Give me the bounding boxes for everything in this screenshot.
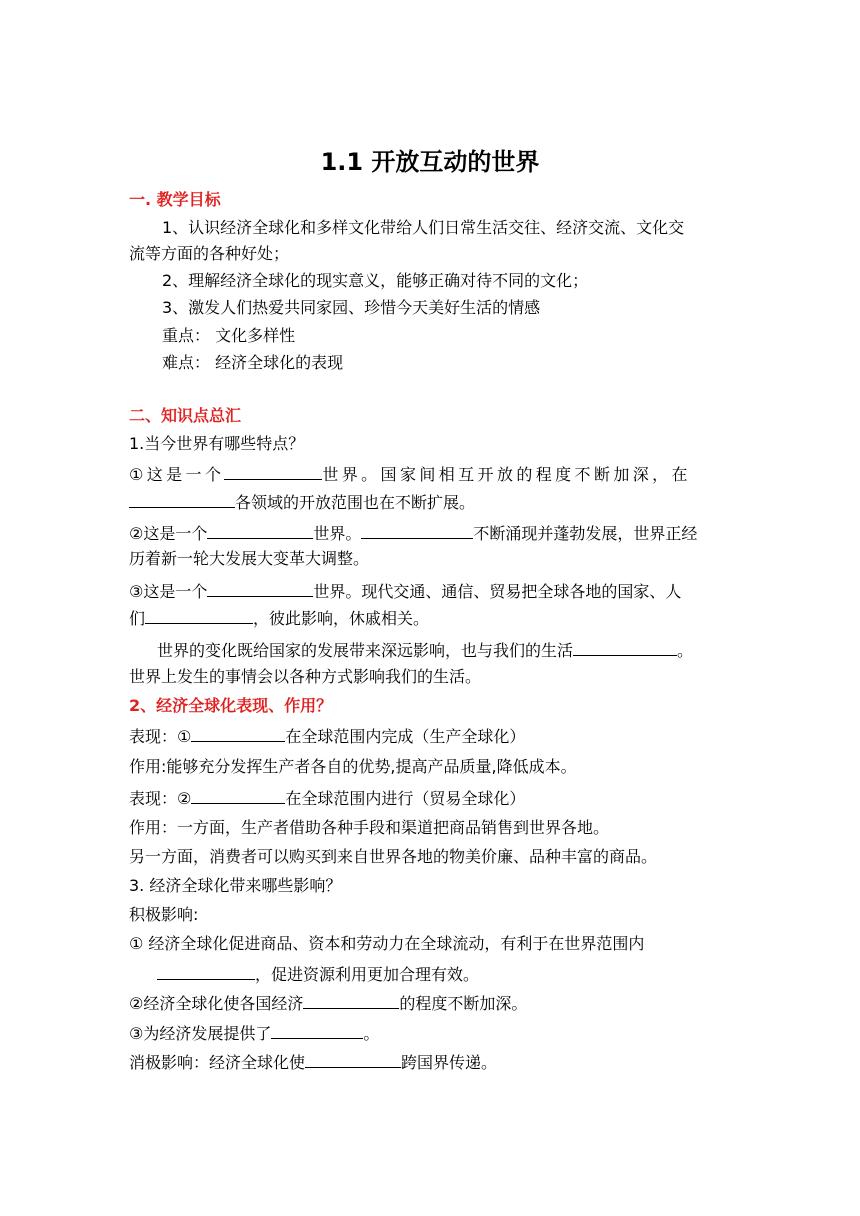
manifestation-2 [129,785,731,811]
fill-blank[interactable] [303,990,399,1009]
text: ③为经济发展提供了 [129,1024,272,1043]
section-heading-summary: 二、知识点总汇 [129,406,242,425]
effect-2-line-1: 作用：一方面，生产者借助各种手段和渠道把商品销售到世界各地。 [129,818,610,837]
text: 世界。国家间相互开放的程度不断加深，在 [322,465,691,484]
fill-blank[interactable] [157,961,255,980]
goal-1-line-2: 流等方面的各种好处； [129,244,290,263]
fill-blank[interactable] [207,578,313,597]
fill-blank[interactable] [145,605,253,624]
goal-3: 3、激发人们热爱共同家园、珍惜今天美好生活的情感 [162,298,541,317]
key-point: 重点： 文化多样性 [162,326,296,345]
text: 。 [363,1024,380,1043]
paragraph-line-2: 世界上发生的事情会以各种方式影响我们的生活。 [129,667,482,686]
negative-impact [129,1049,731,1075]
goal-1-line-1: 1、认识经济全球化和多样文化带给人们日常生活交往、经济交流、文化交 [162,218,685,237]
text: 在全球范围内完成（生产全球化） [285,727,526,746]
manifestation-1 [129,723,731,749]
text: 各领域的开放范围也在不断扩展。 [235,493,476,512]
text: 。 [677,641,694,660]
text: 跨国界传递。 [401,1053,498,1072]
text: ，彼此影响，休戚相关。 [253,609,430,628]
text: 世界。现代交通、通信、贸易把全球各地的国家、人 [313,582,682,601]
question-2: 2、经济全球化表现、作用？ [129,696,333,715]
fill-blank[interactable] [305,1049,401,1068]
text: 在全球范围内进行（贸易全球化） [285,789,526,808]
answer-3-line-2 [129,605,731,631]
fill-blank[interactable] [191,785,285,804]
text: ②经济全球化使各国经济 [129,994,304,1013]
paragraph-line-1 [157,637,731,663]
text: ，促进资源利用更加合理有效。 [255,965,480,984]
fill-blank[interactable] [207,520,313,539]
positive-1-line-2 [157,961,731,987]
answer-3-line-1 [129,578,731,604]
positive-impacts-label: 积极影响: [129,905,199,924]
positive-3 [129,1020,731,1046]
effect-2-line-2: 另一方面，消费者可以购买到来自世界各地的物美价廉、品种丰富的商品。 [129,847,658,866]
difficult-point: 难点： 经济全球化的表现 [162,353,344,372]
text: ③这是一个 [129,582,208,601]
positive-1-line-1: ① 经济全球化促进商品、资本和劳动力在全球流动，有利于在世界范围内 [129,934,645,953]
question-3: 3. 经济全球化带来哪些影响？ [129,876,342,895]
positive-2 [129,990,731,1016]
text: 表现：② [129,789,192,808]
answer-2-line-1 [129,520,731,546]
text: ①这是一个 [129,465,225,484]
fill-blank[interactable] [361,520,473,539]
text: 表现：① [129,727,192,746]
text: 不断涌现并蓬勃发展，世界正经 [473,524,698,543]
fill-blank[interactable] [224,461,322,480]
text: ②这是一个 [129,524,208,543]
fill-blank[interactable] [129,489,235,508]
section-heading-goals: 一. 教学目标 [129,190,221,209]
text: 们 [129,609,146,628]
page-title: 1.1 开放互动的世界 [320,148,540,176]
answer-2-line-2: 历着新一轮大发展大变革大调整。 [129,549,370,568]
answer-1-line-1 [129,461,731,487]
text: 消极影响：经济全球化使 [129,1053,306,1072]
fill-blank[interactable] [271,1020,363,1039]
answer-1-line-2 [129,489,731,515]
text: 世界的变化既给国家的发展带来深远影响，也与我们的生活 [157,641,574,660]
question-1: 1.当今世界有哪些特点？ [129,434,305,453]
text: 世界。 [313,524,362,543]
fill-blank[interactable] [573,637,677,656]
text: 的程度不断加深。 [399,994,528,1013]
effect-1: 作用:能够充分发挥生产者各自的优势,提高产品质量,降低成本。 [129,757,577,776]
fill-blank[interactable] [191,723,285,742]
goal-2: 2、理解经济全球化的现实意义，能够正确对待不同的文化； [162,271,589,290]
